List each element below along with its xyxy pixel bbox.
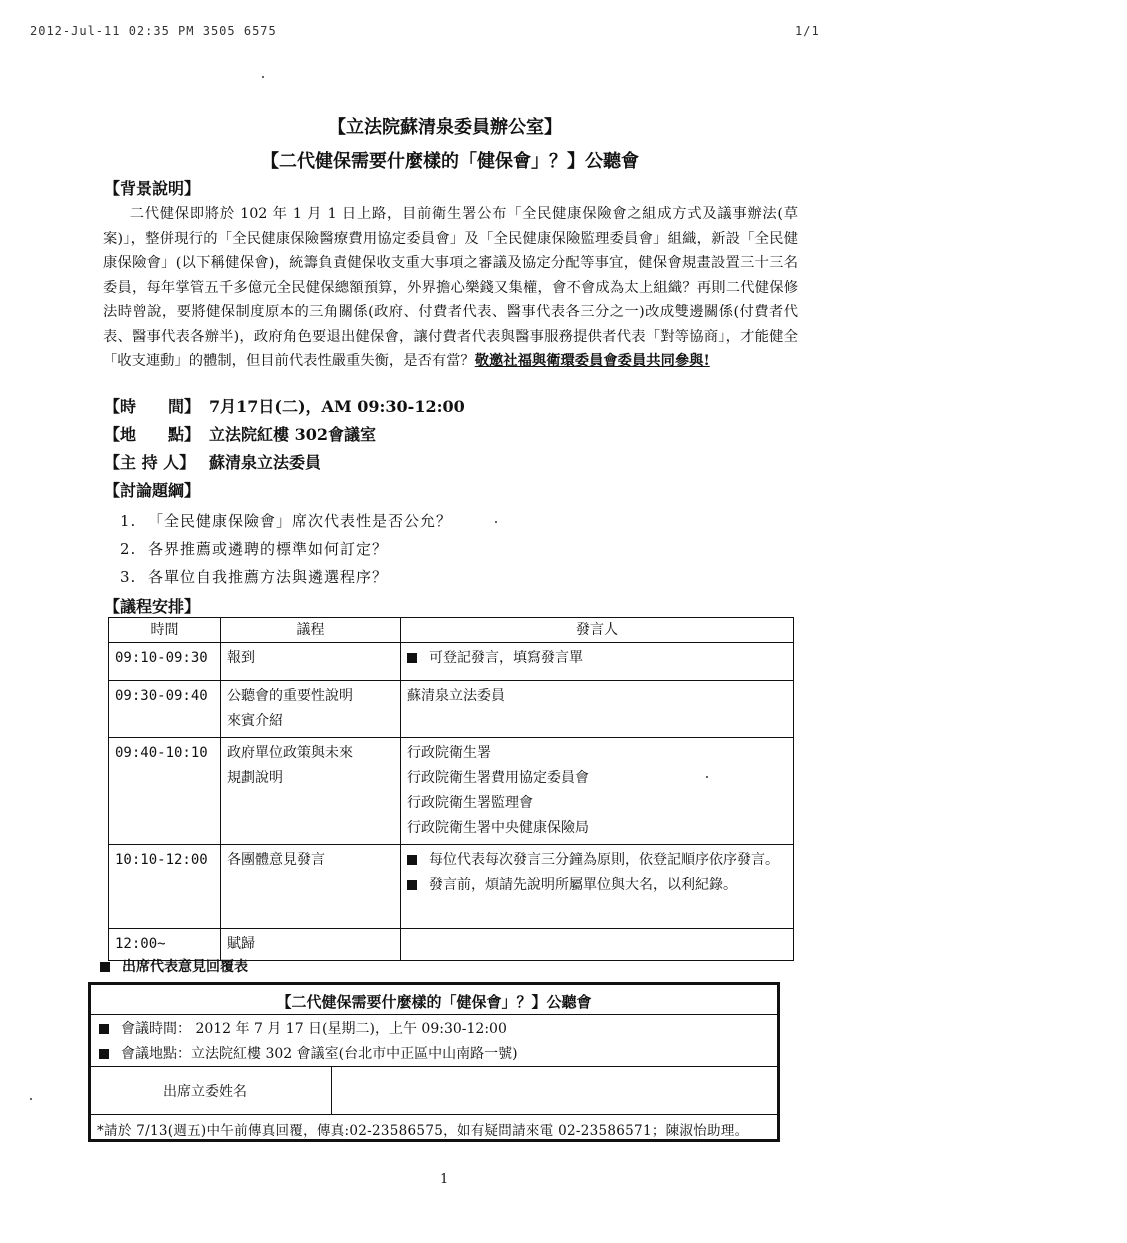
discussion-item-text: 各界推薦或遴聘的標準如何訂定？	[148, 540, 389, 558]
discussion-heading: 【討論題綱】	[104, 481, 201, 500]
square-bullet-icon	[100, 962, 110, 972]
square-bullet-icon	[407, 880, 417, 890]
agenda-speaker-line	[407, 873, 787, 898]
agenda-speaker-text: 可登記發言，填寫發言單	[429, 650, 583, 666]
discussion-item-number: 1.	[120, 512, 137, 530]
agenda-row	[109, 681, 794, 738]
agenda-speaker	[401, 643, 794, 681]
meeting-info-value: 立法院紅樓 302會議室	[209, 425, 376, 444]
agenda-time: 12:00~	[109, 929, 221, 961]
reply-form	[88, 982, 780, 1142]
agenda-row	[109, 643, 794, 681]
agenda-item-line: 規劃說明	[227, 770, 283, 786]
agenda-item-line: 報到	[227, 650, 255, 666]
agenda-speaker-text: 發言前，煩請先說明所屬單位與大名，以利紀錄。	[429, 877, 737, 893]
scan-speck	[30, 1098, 32, 1100]
discussion-item	[120, 510, 452, 531]
reply-form-heading	[100, 956, 248, 976]
agenda-speaker-line: 行政院衛生署中央健康保險局	[407, 820, 589, 836]
meeting-info-value: 蘇清泉立法委員	[209, 453, 322, 472]
agenda-time: 10:10-12:00	[109, 845, 221, 929]
meeting-info-row	[104, 450, 321, 473]
agenda-item-line: 公聽會的重要性說明	[227, 688, 353, 704]
meeting-info-label: 【主 持 人】	[104, 453, 196, 472]
agenda-speaker-text: 每位代表每次發言三分鐘為原則，依登記順序依序發言。	[429, 852, 779, 868]
reply-form-heading-text: 出席代表意見回覆表	[122, 959, 248, 975]
agenda-speaker-line	[407, 848, 787, 873]
reply-time-text: 會議時間： 2012 年 7 月 17 日(星期二)，上午 09:30-12:00	[121, 1021, 507, 1037]
agenda-time: 09:40-10:10	[109, 738, 221, 845]
fax-reply-instructions: *請於 7/13(週五)中午前傳真回覆，傳真:02-23586575，如有疑問請來電 02-23586571；陳淑怡助理。	[97, 1123, 749, 1139]
square-bullet-icon	[407, 653, 417, 663]
agenda-speaker	[401, 681, 794, 738]
meeting-info-label: 【地 點】	[104, 425, 201, 444]
agenda-item	[221, 738, 401, 845]
discussion-item	[120, 566, 388, 587]
fax-header-left: 2012-Jul-11 02:35 PM 3505 6575	[30, 24, 277, 38]
meeting-info-value: 7月17日(二)，AM 09:30-12:00	[209, 397, 465, 416]
agenda-header-row	[109, 618, 794, 643]
discussion-item-number: 2.	[120, 540, 137, 558]
agenda-header-time: 時間	[109, 618, 221, 643]
discussion-item-text: 各單位自我推薦方法與遴選程序？	[148, 568, 389, 586]
meeting-info-row	[104, 394, 465, 417]
square-bullet-icon	[99, 1049, 109, 1059]
agenda-speaker	[401, 845, 794, 929]
agenda-header-speaker: 發言人	[401, 618, 794, 643]
agenda-heading: 【議程安排】	[104, 597, 201, 616]
reply-place-row	[99, 1043, 518, 1063]
agenda-item-line: 賦歸	[227, 936, 255, 952]
background-heading: 【背景說明】	[104, 179, 201, 198]
fax-page-indicator: 1/1	[795, 24, 820, 38]
hearing-title: 【二代健保需要什麼樣的「健保會」？】公聽會	[261, 151, 639, 172]
reply-form-title: 【二代健保需要什麼樣的「健保會」？】公聽會	[276, 993, 592, 1011]
page-number: 1	[440, 1172, 449, 1187]
agenda-speaker	[401, 738, 794, 845]
square-bullet-icon	[99, 1024, 109, 1034]
reply-place-text: 會議地點：立法院紅樓 302 會議室(台北市中正區中山南路一號)	[121, 1046, 518, 1062]
agenda-item-line: 政府單位政策與未來	[227, 745, 353, 761]
agenda-row	[109, 738, 794, 845]
divider	[91, 1014, 777, 1015]
discussion-item-text: 「全民健康保險會」席次代表性是否公允？	[148, 512, 453, 530]
background-text: 二代健保即將於 102 年 1 月 1 日上路，目前衛生署公布「全民健康保險會之組成方式及議事辦法(草案)」，整併現行的「全民健康保險醫療費用協定委員會」及「全民健康保險監理委員會」組織，新設「全民健康保險會」(以下稱健保會)，統籌負責健保收支重大事項之審議及協定分配等事宜，健保會規畫設置三十三名委員，每年掌管五千多億元全民健保總額預算，外界擔心樂錢又集權，會不會成為太上組織？再則二代健保修法時曾說，要將健保制度原本的三角關係(政府、付費者代表、醫事代表各三分之一)改成雙邊關係(付費者代表、醫事代表各辦半)，政府角色要退出健保會，讓付費者代表與醫事服務提供者代表「對等協商」，才能健全「收支連動」的體制，但目前代表性嚴重失衡，是否有當？	[103, 206, 798, 369]
reply-time-row	[99, 1018, 507, 1038]
divider	[91, 1114, 777, 1115]
agenda-speaker-line: 行政院衛生署	[407, 745, 491, 761]
agenda-speaker-line: 蘇清泉立法委員	[407, 688, 505, 704]
agenda-item	[221, 845, 401, 929]
agenda-speaker-line	[407, 646, 787, 671]
agenda-speaker-line: 行政院衛生署監理會	[407, 795, 533, 811]
background-paragraph	[103, 202, 798, 374]
meeting-info-label: 【時 間】	[104, 397, 201, 416]
agenda-item	[221, 643, 401, 681]
scan-speck	[706, 776, 708, 778]
legislator-name-label: 出席立委姓名	[163, 1084, 247, 1100]
office-heading: 【立法院蘇清泉委員辦公室】	[328, 117, 562, 138]
agenda-time: 09:10-09:30	[109, 643, 221, 681]
invitation-text: 敬邀社福與衛環委員會委員共同參與!	[474, 353, 710, 369]
discussion-item-number: 3.	[120, 568, 137, 586]
agenda-header-item: 議程	[221, 618, 401, 643]
agenda-time: 09:30-09:40	[109, 681, 221, 738]
agenda-speaker	[401, 929, 794, 961]
meeting-info-row	[104, 422, 376, 445]
agenda-item-line: 來賓介紹	[227, 713, 283, 729]
agenda-speaker-line: 行政院衛生署費用協定委員會	[407, 770, 589, 786]
agenda-item	[221, 681, 401, 738]
agenda-row	[109, 845, 794, 929]
scan-speck	[495, 521, 497, 523]
scan-speck	[262, 76, 264, 78]
discussion-item	[120, 538, 388, 559]
square-bullet-icon	[407, 855, 417, 865]
agenda-item-line: 各團體意見發言	[227, 852, 325, 868]
agenda-table	[108, 617, 794, 961]
